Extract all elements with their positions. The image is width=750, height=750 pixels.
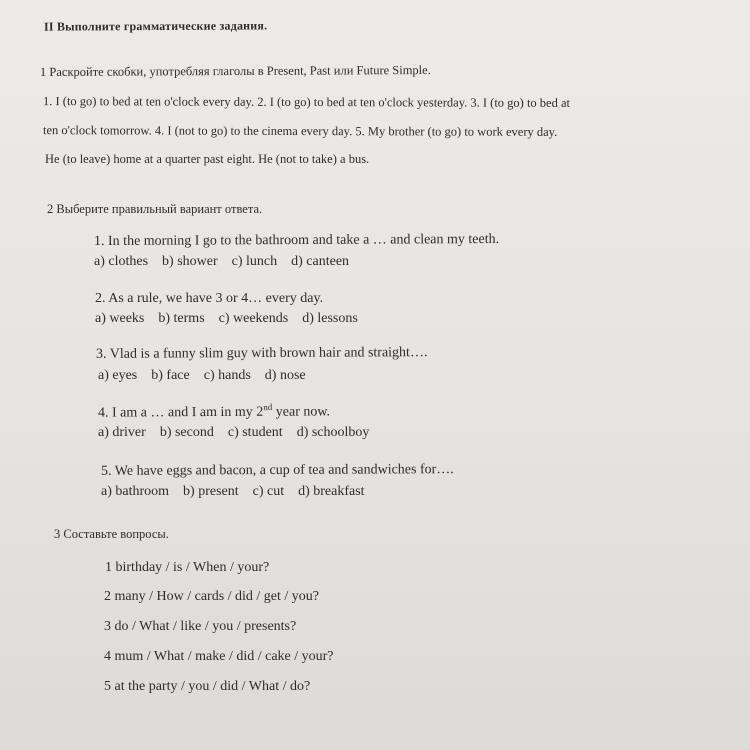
option: a) driver [98, 425, 146, 440]
option: b) face [151, 368, 190, 383]
option: d) lessons [302, 311, 358, 326]
section1-line: ten o'clock tomorrow. 4. I (not to go) to the cinema every day. 5. My brother (to go) to work every day. [42, 123, 558, 139]
compose-question: 1 birthday / is / When / your? [105, 560, 270, 575]
section2-title: 2 Выберите правильный вариант ответа. [47, 202, 263, 216]
section1-title: 1 Раскройте скобки, употребляя глаголы в Present, Past или Future Simple. [39, 62, 431, 80]
option: d) nose [264, 368, 306, 383]
option: b) terms [158, 311, 205, 326]
task-header: II Выполните грамматические задания. [43, 18, 268, 34]
option: b) shower [162, 254, 218, 269]
option: c) student [227, 425, 283, 440]
compose-question: 3 do / What / like / you / presents? [104, 619, 297, 634]
option: a) eyes [98, 368, 138, 383]
ordinal-suffix: nd [263, 402, 273, 413]
question-options [101, 485, 379, 499]
option: c) hands [203, 368, 251, 383]
question-options [98, 369, 320, 383]
compose-question: 2 many / How / cards / did / get / you? [104, 589, 320, 604]
option: b) second [159, 425, 214, 440]
section3-title: 3 Составьте вопросы. [54, 527, 169, 541]
question-text-start: 4. I am a … and I am in my 2 [97, 404, 264, 421]
question-text: 1. In the morning I go to the bathroom and take a … and clean my teeth. [93, 231, 500, 250]
question-text-end: year now. [272, 404, 331, 420]
option: a) weeks [95, 311, 145, 326]
option: c) weekends [218, 311, 289, 326]
section1-line: 1. I (to go) to bed at ten o'clock every day. 2. I (to go) to bed at ten o'clock yesterday. 3. I (to go) to bed at [42, 94, 571, 110]
option: a) bathroom [101, 484, 170, 499]
compose-question: 4 mum / What / make / did / cake / your? [104, 649, 334, 664]
question-text [97, 402, 331, 421]
question-options [95, 312, 372, 326]
option: d) breakfast [298, 484, 365, 499]
question-text: 2. As a rule, we have 3 or 4… every day. [95, 291, 324, 306]
option: c) lunch [231, 254, 278, 269]
compose-question: 5 at the party / you / did / What / do? [104, 679, 311, 694]
question-text: 3. Vlad is a funny slim guy with brown hair and straight…. [95, 345, 428, 362]
option: c) cut [252, 484, 285, 499]
question-options [94, 255, 363, 269]
question-text: 5. We have eggs and bacon, a cup of tea and sandwiches for…. [100, 462, 454, 479]
option: a) clothes [94, 254, 149, 269]
section1-line: He (to leave) home at a quarter past eight. He (not to take) a bus. [45, 152, 370, 166]
option: b) present [183, 484, 239, 499]
question-options [98, 426, 383, 440]
option: d) schoolboy [296, 425, 370, 440]
option: d) canteen [291, 254, 350, 269]
